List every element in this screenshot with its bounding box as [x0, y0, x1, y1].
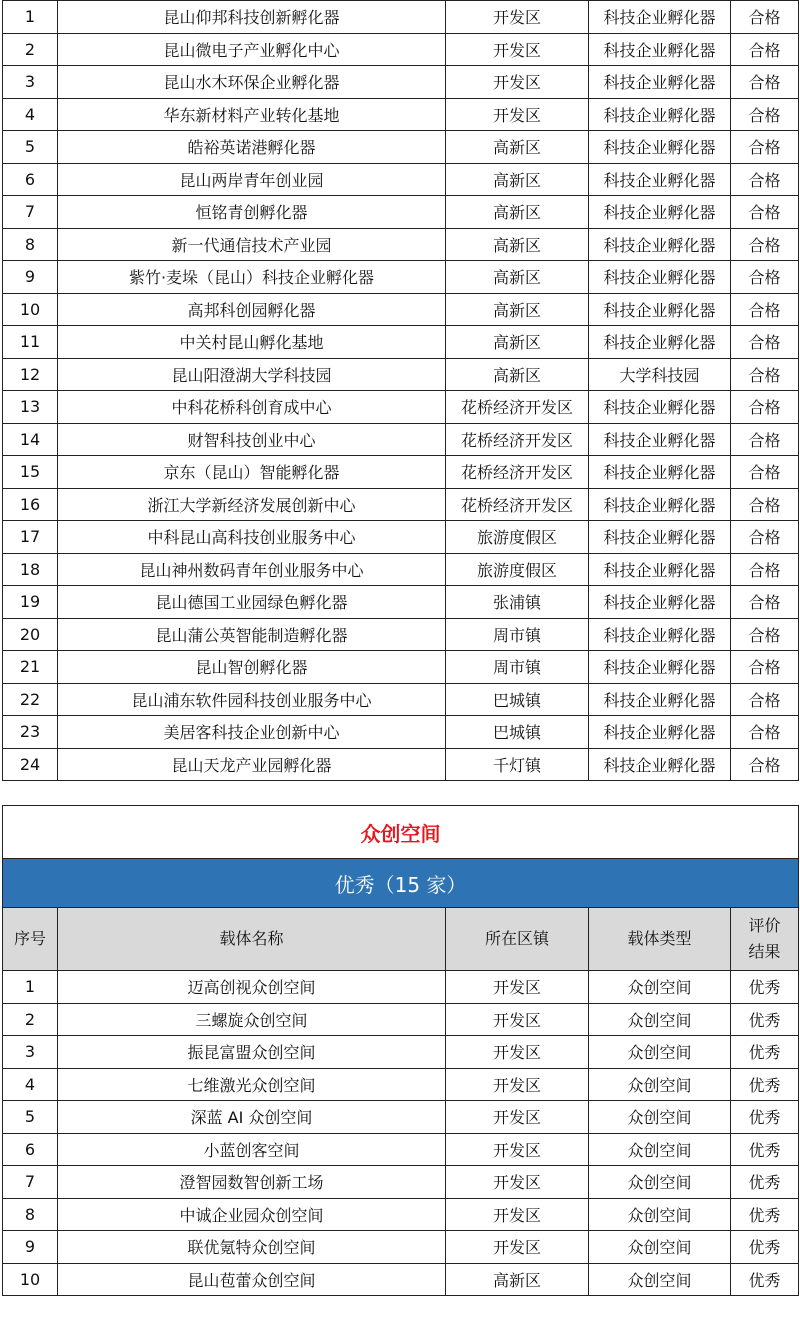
cell-result: 合格: [731, 261, 799, 294]
cell-type: 众创空间: [589, 1101, 731, 1134]
cell-no: 20: [3, 618, 58, 651]
cell-district: 旅游度假区: [446, 521, 589, 554]
cell-name: 迈高创视众创空间: [58, 971, 446, 1004]
cell-district: 高新区: [446, 131, 589, 164]
cell-type: 科技企业孵化器: [589, 131, 731, 164]
cell-type: 众创空间: [589, 1198, 731, 1231]
table-row: [3, 326, 799, 359]
cell-district: 周市镇: [446, 618, 589, 651]
cell-result: 合格: [731, 228, 799, 261]
cell-result: 优秀: [731, 1263, 799, 1296]
header-row: [3, 908, 799, 971]
cell-name: 中科昆山高科技创业服务中心: [58, 521, 446, 554]
cell-name: 昆山苞蕾众创空间: [58, 1263, 446, 1296]
cell-type: 科技企业孵化器: [589, 716, 731, 749]
cell-district: 开发区: [446, 1231, 589, 1264]
cell-type: 众创空间: [589, 1166, 731, 1199]
cell-type: 科技企业孵化器: [589, 553, 731, 586]
cell-result: 优秀: [731, 1166, 799, 1199]
cell-name: 中科花桥科创育成中心: [58, 391, 446, 424]
table-row: [3, 1231, 799, 1264]
cell-type: 众创空间: [589, 1068, 731, 1101]
rating-band-row: [3, 859, 799, 908]
cell-district: 高新区: [446, 1263, 589, 1296]
cell-result: 合格: [731, 293, 799, 326]
table-row: [3, 228, 799, 261]
cell-result: 合格: [731, 33, 799, 66]
table-row: [3, 618, 799, 651]
cell-no: 13: [3, 391, 58, 424]
cell-type: 科技企业孵化器: [589, 521, 731, 554]
cell-district: 花桥经济开发区: [446, 423, 589, 456]
incubator-table-body: [3, 1, 799, 781]
cell-no: 14: [3, 423, 58, 456]
cell-district: 花桥经济开发区: [446, 488, 589, 521]
table-row: [3, 1133, 799, 1166]
cell-no: 7: [3, 196, 58, 229]
cell-type: 众创空间: [589, 1231, 731, 1264]
cell-district: 开发区: [446, 98, 589, 131]
table-row: [3, 651, 799, 684]
table-row: [3, 488, 799, 521]
cell-no: 3: [3, 1036, 58, 1069]
cell-name: 昆山神州数码青年创业服务中心: [58, 553, 446, 586]
cell-result: 合格: [731, 456, 799, 489]
cell-name: 浙江大学新经济发展创新中心: [58, 488, 446, 521]
cell-name: 昆山水木环保企业孵化器: [58, 66, 446, 99]
cell-type: 科技企业孵化器: [589, 423, 731, 456]
cell-result: 合格: [731, 391, 799, 424]
cell-type: 众创空间: [589, 1133, 731, 1166]
table-row: [3, 521, 799, 554]
cell-district: 巴城镇: [446, 716, 589, 749]
table-row: [3, 1263, 799, 1296]
cell-no: 4: [3, 1068, 58, 1101]
cell-district: 高新区: [446, 196, 589, 229]
cell-no: 6: [3, 163, 58, 196]
cell-type: 科技企业孵化器: [589, 293, 731, 326]
cell-no: 21: [3, 651, 58, 684]
cell-type: 大学科技园: [589, 358, 731, 391]
cell-name: 高邦科创园孵化器: [58, 293, 446, 326]
cell-type: 科技企业孵化器: [589, 391, 731, 424]
cell-name: 昆山天龙产业园孵化器: [58, 748, 446, 781]
cell-type: 科技企业孵化器: [589, 683, 731, 716]
cell-no: 9: [3, 1231, 58, 1264]
header-result: [731, 908, 799, 971]
cell-result: 合格: [731, 521, 799, 554]
cell-name: 中关村昆山孵化基地: [58, 326, 446, 359]
cell-district: 张浦镇: [446, 586, 589, 619]
cell-type: 科技企业孵化器: [589, 228, 731, 261]
cell-name: 昆山德国工业园绿色孵化器: [58, 586, 446, 619]
cell-name: 联优氪特众创空间: [58, 1231, 446, 1264]
cell-type: 众创空间: [589, 1263, 731, 1296]
cell-type: 科技企业孵化器: [589, 651, 731, 684]
table-row: [3, 293, 799, 326]
cell-no: 8: [3, 228, 58, 261]
cell-name: 昆山两岸青年创业园: [58, 163, 446, 196]
cell-name: 财智科技创业中心: [58, 423, 446, 456]
cell-name: 美居客科技企业创新中心: [58, 716, 446, 749]
cell-result: 合格: [731, 423, 799, 456]
cell-name: 七维激光众创空间: [58, 1068, 446, 1101]
cell-name: 昆山微电子产业孵化中心: [58, 33, 446, 66]
table-row: [3, 1, 799, 34]
table-row: [3, 261, 799, 294]
incubator-table: [2, 0, 799, 781]
cell-result: 合格: [731, 683, 799, 716]
cell-district: 花桥经济开发区: [446, 456, 589, 489]
cell-no: 3: [3, 66, 58, 99]
cell-result: 合格: [731, 326, 799, 359]
cell-type: 科技企业孵化器: [589, 586, 731, 619]
cell-district: 开发区: [446, 1068, 589, 1101]
cell-district: 开发区: [446, 1, 589, 34]
cell-no: 24: [3, 748, 58, 781]
makerspace-table-body: [3, 806, 799, 1296]
table-row: [3, 358, 799, 391]
cell-type: 科技企业孵化器: [589, 326, 731, 359]
cell-no: 4: [3, 98, 58, 131]
cell-district: 开发区: [446, 1036, 589, 1069]
cell-result: 优秀: [731, 1231, 799, 1264]
cell-district: 巴城镇: [446, 683, 589, 716]
cell-no: 22: [3, 683, 58, 716]
header-result-line2: 结果: [748, 942, 781, 961]
cell-type: 科技企业孵化器: [589, 98, 731, 131]
cell-result: 合格: [731, 716, 799, 749]
cell-name: 深蓝 AI 众创空间: [58, 1101, 446, 1134]
cell-result: 合格: [731, 1, 799, 34]
cell-result: 合格: [731, 553, 799, 586]
cell-result: 优秀: [731, 1003, 799, 1036]
makerspace-table: [2, 805, 799, 1296]
cell-no: 5: [3, 131, 58, 164]
header-type: 载体类型: [589, 908, 731, 971]
cell-district: 高新区: [446, 163, 589, 196]
cell-no: 12: [3, 358, 58, 391]
cell-name: 华东新材料产业转化基地: [58, 98, 446, 131]
cell-type: 众创空间: [589, 971, 731, 1004]
cell-no: 17: [3, 521, 58, 554]
cell-result: 优秀: [731, 1068, 799, 1101]
cell-no: 16: [3, 488, 58, 521]
cell-type: 科技企业孵化器: [589, 456, 731, 489]
table-row: [3, 748, 799, 781]
cell-no: 8: [3, 1198, 58, 1231]
cell-result: 优秀: [731, 971, 799, 1004]
section-title: 众创空间: [3, 806, 799, 859]
table-row: [3, 1068, 799, 1101]
table-row: [3, 716, 799, 749]
table-row: [3, 456, 799, 489]
table-row: [3, 98, 799, 131]
cell-no: 10: [3, 1263, 58, 1296]
table-row: [3, 423, 799, 456]
header-name: 载体名称: [58, 908, 446, 971]
cell-district: 周市镇: [446, 651, 589, 684]
cell-result: 合格: [731, 488, 799, 521]
cell-result: 合格: [731, 196, 799, 229]
cell-type: 科技企业孵化器: [589, 261, 731, 294]
rating-band: 优秀（15 家）: [3, 859, 799, 908]
cell-district: 千灯镇: [446, 748, 589, 781]
table-row: [3, 971, 799, 1004]
cell-name: 三螺旋众创空间: [58, 1003, 446, 1036]
cell-no: 1: [3, 1, 58, 34]
cell-result: 合格: [731, 98, 799, 131]
cell-name: 京东（昆山）智能孵化器: [58, 456, 446, 489]
cell-result: 优秀: [731, 1036, 799, 1069]
cell-district: 高新区: [446, 326, 589, 359]
cell-no: 5: [3, 1101, 58, 1134]
cell-district: 高新区: [446, 228, 589, 261]
cell-no: 11: [3, 326, 58, 359]
cell-no: 1: [3, 971, 58, 1004]
cell-name: 振昆富盟众创空间: [58, 1036, 446, 1069]
cell-no: 23: [3, 716, 58, 749]
cell-type: 科技企业孵化器: [589, 196, 731, 229]
cell-no: 7: [3, 1166, 58, 1199]
cell-result: 合格: [731, 131, 799, 164]
cell-district: 开发区: [446, 1101, 589, 1134]
header-district: 所在区镇: [446, 908, 589, 971]
cell-type: 科技企业孵化器: [589, 618, 731, 651]
cell-type: 科技企业孵化器: [589, 1, 731, 34]
table-row: [3, 586, 799, 619]
table-row: [3, 66, 799, 99]
cell-name: 小蓝创客空间: [58, 1133, 446, 1166]
section-title-row: [3, 806, 799, 859]
header-no: 序号: [3, 908, 58, 971]
cell-name: 皓裕英诺港孵化器: [58, 131, 446, 164]
cell-type: 科技企业孵化器: [589, 748, 731, 781]
cell-district: 开发区: [446, 1003, 589, 1036]
cell-district: 开发区: [446, 1133, 589, 1166]
cell-district: 旅游度假区: [446, 553, 589, 586]
cell-name: 昆山智创孵化器: [58, 651, 446, 684]
cell-district: 开发区: [446, 971, 589, 1004]
cell-name: 昆山蒲公英智能制造孵化器: [58, 618, 446, 651]
cell-name: 澄智园数智创新工场: [58, 1166, 446, 1199]
cell-result: 合格: [731, 163, 799, 196]
cell-name: 恒铭青创孵化器: [58, 196, 446, 229]
cell-no: 10: [3, 293, 58, 326]
cell-name: 昆山阳澄湖大学科技园: [58, 358, 446, 391]
cell-no: 9: [3, 261, 58, 294]
cell-result: 优秀: [731, 1101, 799, 1134]
table-row: [3, 1198, 799, 1231]
cell-result: 合格: [731, 66, 799, 99]
cell-name: 紫竹·麦垛（昆山）科技企业孵化器: [58, 261, 446, 294]
table-row: [3, 391, 799, 424]
cell-name: 中诚企业园众创空间: [58, 1198, 446, 1231]
cell-result: 合格: [731, 651, 799, 684]
cell-type: 众创空间: [589, 1036, 731, 1069]
table-row: [3, 1003, 799, 1036]
cell-no: 2: [3, 1003, 58, 1036]
cell-type: 科技企业孵化器: [589, 33, 731, 66]
table-row: [3, 1166, 799, 1199]
table-row: [3, 553, 799, 586]
cell-district: 开发区: [446, 66, 589, 99]
cell-district: 高新区: [446, 261, 589, 294]
cell-no: 18: [3, 553, 58, 586]
cell-district: 高新区: [446, 358, 589, 391]
cell-name: 昆山浦东软件园科技创业服务中心: [58, 683, 446, 716]
cell-name: 新一代通信技术产业园: [58, 228, 446, 261]
cell-result: 合格: [731, 618, 799, 651]
cell-no: 19: [3, 586, 58, 619]
table-row: [3, 131, 799, 164]
table-row: [3, 1036, 799, 1069]
cell-result: 优秀: [731, 1198, 799, 1231]
cell-type: 科技企业孵化器: [589, 66, 731, 99]
cell-result: 优秀: [731, 1133, 799, 1166]
cell-district: 高新区: [446, 293, 589, 326]
cell-result: 合格: [731, 358, 799, 391]
header-result-line1: 评价: [748, 916, 781, 935]
table-row: [3, 163, 799, 196]
cell-name: 昆山仰邦科技创新孵化器: [58, 1, 446, 34]
table-row: [3, 196, 799, 229]
cell-district: 花桥经济开发区: [446, 391, 589, 424]
cell-district: 开发区: [446, 33, 589, 66]
cell-type: 科技企业孵化器: [589, 488, 731, 521]
table-row: [3, 33, 799, 66]
cell-result: 合格: [731, 748, 799, 781]
table-row: [3, 1101, 799, 1134]
cell-result: 合格: [731, 586, 799, 619]
table-row: [3, 683, 799, 716]
cell-no: 6: [3, 1133, 58, 1166]
cell-no: 15: [3, 456, 58, 489]
cell-type: 众创空间: [589, 1003, 731, 1036]
cell-district: 开发区: [446, 1198, 589, 1231]
cell-type: 科技企业孵化器: [589, 163, 731, 196]
cell-district: 开发区: [446, 1166, 589, 1199]
cell-no: 2: [3, 33, 58, 66]
